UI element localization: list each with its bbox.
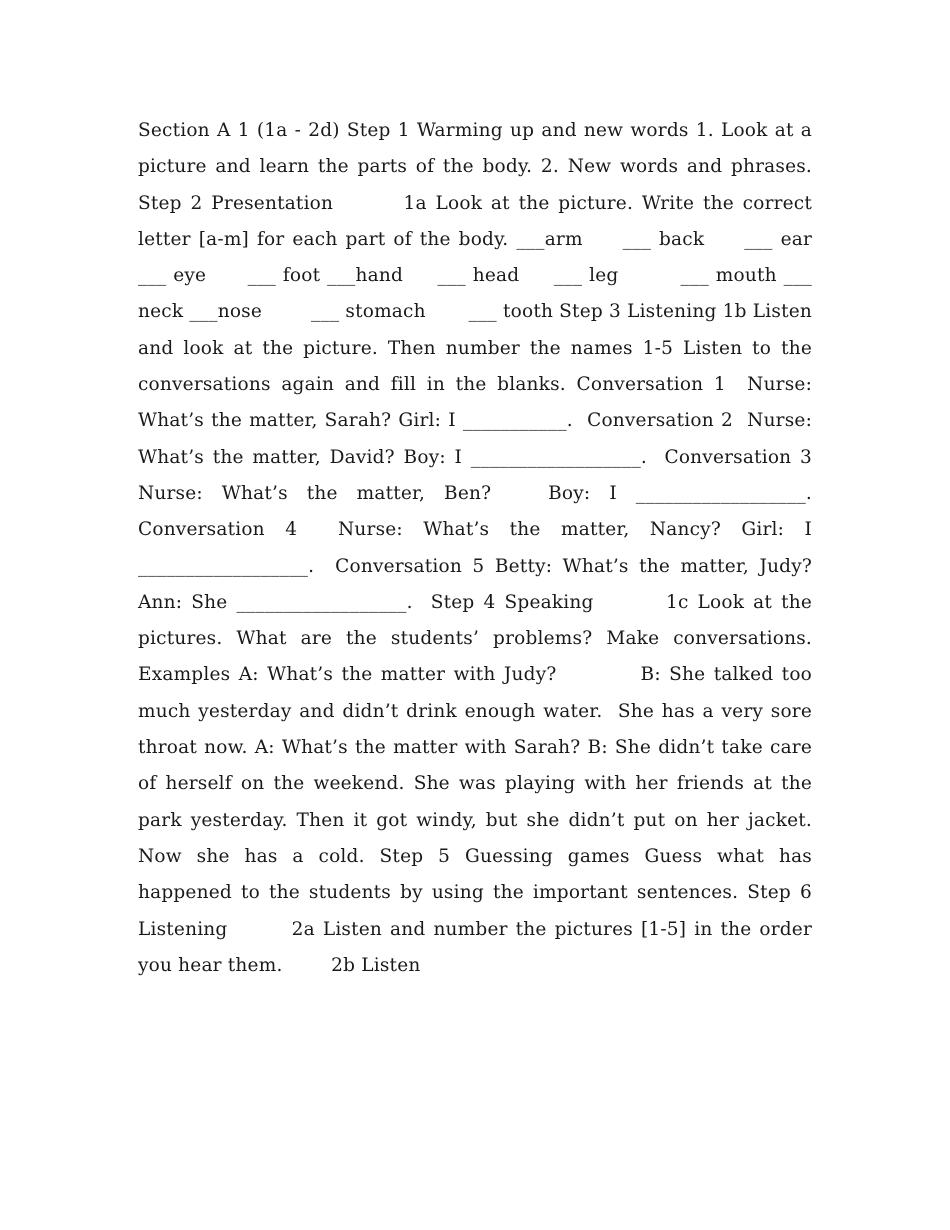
lesson-plan-text: Section A 1 (1a - 2d) Step 1 Warming up and new words 1. Look at a picture and learn the parts of the body. 2. New words and phrases. Step 2 Presentation 1a Look at the picture. Write the correct letter [a-m] for each part of the body. ___arm ___ back ___ ear ___ eye ___ foot ___hand ___ head ___ leg ___ mouth ___ neck ___nose ___ stomach ___ tooth Step 3 Listening 1b Listen and look at the picture. Then number the names 1-5 Listen to the conversations again and fill in the blanks. Conversation 1 Nurse: What’s the matter, Sarah? Girl: I ___________. Conversation 2 Nurse: What’s the matter, David? Boy: I __________________. Conversation 3 Nurse: What’s the matter, Ben? Boy: I __________________. Conversation 4 Nurse: What’s the matter, Nancy? Girl: I __________________. Conversation 5 Betty: What’s the matter, Judy? Ann: She __________________. Step 4 Speaking 1c Look at the pictures. What are the students’ problems? Make conversations. Examples A: What’s the matter with Judy? B: She talked too much yesterday and didn’t drink enough water. She has a very sore throat now. A: What’s the matter with Sarah? B: She didn’t take care of herself on the weekend. She was playing with her friends at the park yesterday. Then it got windy, but she didn’t put on her jacket. Now she has a cold. Step 5 Guessing games Guess what has happened to the students by using the important sentences. Step 6 Listening 2a Listen and number the pictures [1-5] in the order you hear them. 2b Listen — [138, 120, 873, 976]
